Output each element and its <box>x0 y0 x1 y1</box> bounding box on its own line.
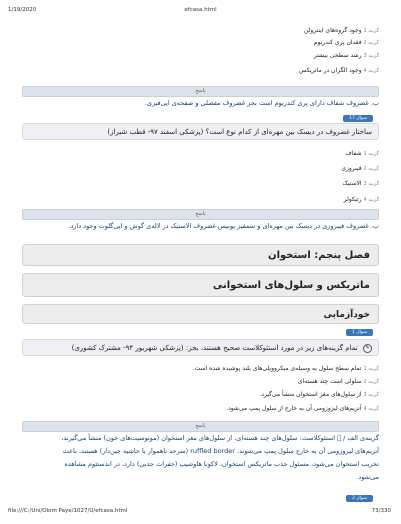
option-number: گزینه 2 <box>363 40 379 46</box>
option-number: گزینه 2 <box>363 379 379 385</box>
option-2 <box>22 39 379 46</box>
page-content <box>22 0 379 524</box>
answer-toggle-bar[interactable]: پاسخ <box>22 209 379 220</box>
option-text: از سلول‌های مغز استخوان منشأ می‌گیرد. <box>259 391 362 398</box>
question-number-badge: سوال 1 <box>346 329 373 336</box>
option-2 <box>22 378 379 385</box>
option-text: تمام سطح سلول به وسیله‌ی میکروویلی‌های بلند پوشیده شده است. <box>192 365 362 372</box>
answer-line-3: تخریب استخوان می‌شود، مسئول جذب ماتریکس استخوان، لاکونا هاوشیپ (حفرات جذبی) دارد، در اندستئوم مشاهده <box>64 460 379 468</box>
page-number: 73/330 <box>371 508 391 514</box>
option-number: گزینه 3 <box>363 181 379 187</box>
option-text: فقدان پری کندریوم <box>313 39 362 46</box>
print-filename: efcasa.html <box>184 7 217 13</box>
answer-toggle-bar[interactable]: پاسخ <box>22 421 379 432</box>
option-number: گزینه 4 <box>363 197 379 203</box>
option-number: گزینه 2 <box>363 166 379 172</box>
option-number: گزینه 1 <box>363 28 379 34</box>
option-text: الاستیک <box>342 180 362 187</box>
question-box <box>22 339 379 356</box>
option-4 <box>22 67 379 74</box>
option-text: وجود گروه‌های اینترولن <box>303 27 362 34</box>
option-3 <box>22 180 379 187</box>
option-text: رتیکولر <box>343 196 362 203</box>
option-text: آنزیم‌های لیزوزومی آن به خارج از سلول پمپ می‌شود. <box>226 405 362 412</box>
option-1 <box>22 365 379 372</box>
question-box <box>22 123 379 140</box>
bookmark-icon[interactable]: ✎ <box>363 344 372 353</box>
question-text: تمام گزینه‌های زیر در مورد استئوکلاست صحیح هستند، بجز: (پزشکی شهریور ۹۴- مشترک کشوری) <box>71 344 358 352</box>
option-text: وجود الگران در ماتریکس <box>299 67 362 74</box>
option-number: گزینه 3 <box>363 392 379 398</box>
option-4 <box>22 405 379 412</box>
answer-toggle-bar[interactable]: پاسخ <box>22 86 379 97</box>
option-2 <box>22 165 379 172</box>
option-number: گزینه 1 <box>363 151 379 157</box>
chapter-heading: فصل پنجم: استخوان <box>22 244 379 266</box>
print-footer <box>0 506 401 518</box>
option-3 <box>22 52 379 59</box>
question-text: ساختار غضروف در دیسک بین مهره‌ای از کدام نوع است؟ (پزشکی اسفند ۹۷- قطب شیراز) <box>107 128 372 136</box>
answer-text: ب. غضروف شفاف دارای پری کندریوم است بجز غضروف مفصلی و صفحه‌ی اپی‌فیزی. <box>144 99 379 107</box>
option-number: گزینه 3 <box>363 53 379 59</box>
print-date: 1/19/2020 <box>8 7 37 13</box>
option-text: رشد سطحی بیشتر <box>313 52 362 59</box>
option-text: شفاف <box>345 150 362 157</box>
option-text: سلولی است چند هسته‌ای <box>297 378 362 385</box>
self-test-heading: خودآزمایی <box>22 304 379 324</box>
file-path: file:///C:/Uni/Olom Paye/1027/U/efcasa.html <box>8 508 128 514</box>
answer-line-4: می‌شود <box>358 473 379 481</box>
option-1 <box>22 150 379 157</box>
answer-text: ب. غضروف فیبروزی در دیسک بین مهره‌ای و سمفیز پوبیس غضروف الاستیک در لاله‌ی گوش و اپی‌گلوت وجود دارد. <box>68 222 379 230</box>
question-number-badge: سوال 17 <box>343 115 373 122</box>
option-3 <box>22 391 379 398</box>
option-number: گزینه 4 <box>363 406 379 412</box>
answer-line-1: گزینه‌ی الف / ⃝ استئوکلاست: سلول‌های چند هسته‌ای، از سلول‌های مغز استخوان (مونوسیت‌های خون) منشأ می‌گیرند، <box>61 434 379 442</box>
option-1 <box>22 27 379 34</box>
option-number: گزینه 1 <box>363 366 379 372</box>
question-number-badge: سوال 2 <box>346 495 373 502</box>
answer-line-2: آنزیم‌های لیزوزومی آن به خارج سلول پمپ می‌شوند. ruffled border (سرحد ناهموار یا حاشیه چین‌دار) هستند، باعث <box>62 447 379 455</box>
option-4 <box>22 196 379 203</box>
option-text: فیبروزی <box>341 165 362 172</box>
option-number: گزینه 4 <box>363 68 379 74</box>
section-heading: ماتریکس و سلول‌های استخوانی <box>22 273 379 297</box>
